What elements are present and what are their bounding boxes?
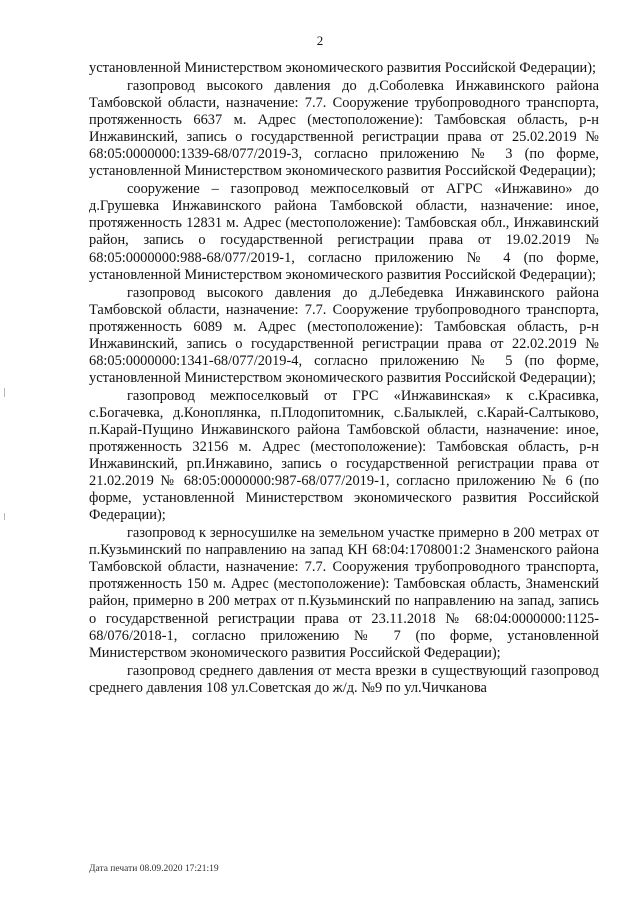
paragraph: установленной Министерством экономического развития Российской Федерации); bbox=[89, 60, 597, 76]
paragraph: газопровод среднего давления от места врезки в существующий газопровод среднего давления 108 ул.Советская до ж/д. №9 по ул.Чичканова bbox=[89, 662, 599, 696]
paragraph: газопровод межпоселковый от ГРС «Инжавинская» к с.Красивка, с.Богачевка, д.Коноплянка, п.Плодопитомник, с.Балыклей, с.Карай-Салтыково, п.Карай-Пущино Инжавинского района Тамбовской области, назначение: иное, протяженность 32156 м. Адрес (местоположение): Тамбовская область, р-н Инжавинский, рп.Инжавино, запись о государственной регистрации права от 21.02.2019 № 68:05:0000000:987-68/077/2019-1, согласно приложению № 6 (по форме, установленной Министерством экономического развития Российской Федерации); bbox=[89, 387, 599, 524]
margin-scan-mark bbox=[4, 388, 5, 397]
paragraph: газопровод к зерносушилке на земельном участке примерно в 200 метрах от п.Кузьминский по направлению на запад КН 68:04:1708001:2 Знаменского района Тамбовской области, назначение: 7.7. Сооружения трубопроводного транспорта, протяженность 150 м. Адрес (местоположение): Тамбовская область, Знаменский район, примерно в 200 метрах от п.Кузьминский по направлению на запад, запись о государственной регистрации права от 23.11.2018 № 68:04:0000000:1125-68/076/2018-1, согласно приложению № 7 (по форме, установленной Министерством экономического развития Российской Федерации); bbox=[89, 525, 599, 661]
print-date: Дата печати 08.09.2020 17:21:19 bbox=[89, 864, 219, 874]
margin-scan-mark bbox=[4, 513, 5, 520]
paragraph: газопровод высокого давления до д.Соболевка Инжавинского района Тамбовской области, назначение: 7.7. Сооружение трубопроводного транспорта, протяженность 6637 м. Адрес (местоположение): Тамбовская область, р-н Инжавинский, запись о государственной регистрации права от 25.02.2019 № 68:05:0000000:1339-68/077/2019-3, согласно приложению № 3 (по форме, установленной Министерством экономического развития Российской Федерации); bbox=[89, 78, 599, 180]
document-body bbox=[89, 60, 599, 698]
paragraph: газопровод высокого давления до д.Лебедевка Инжавинского района Тамбовской области, назначение: 7.7. Сооружение трубопроводного транспорта, протяженность 6089 м. Адрес (местоположение): Тамбовская область, р-н Инжавинский, запись о государственной регистрации права от 22.02.2019 № 68:05:0000000:1341-68/077/2019-4, согласно приложению № 5 (по форме, установленной Министерством экономического развития Российской Федерации); bbox=[89, 284, 599, 386]
page-number: 2 bbox=[316, 33, 324, 48]
paragraph: сооружение – газопровод межпоселковый от АГРС «Инжавино» до д.Грушевка Инжавинского района Тамбовской области, назначение: иное, протяженность 12831 м. Адрес (местоположение): Тамбовская обл., Инжавинский район, запись о государственной регистрации права от 19.02.2019 № 68:05:0000000:988-68/077/2019-1, согласно приложению № 4 (по форме, установленной Министерством экономического развития Российской Федерации); bbox=[89, 181, 599, 283]
